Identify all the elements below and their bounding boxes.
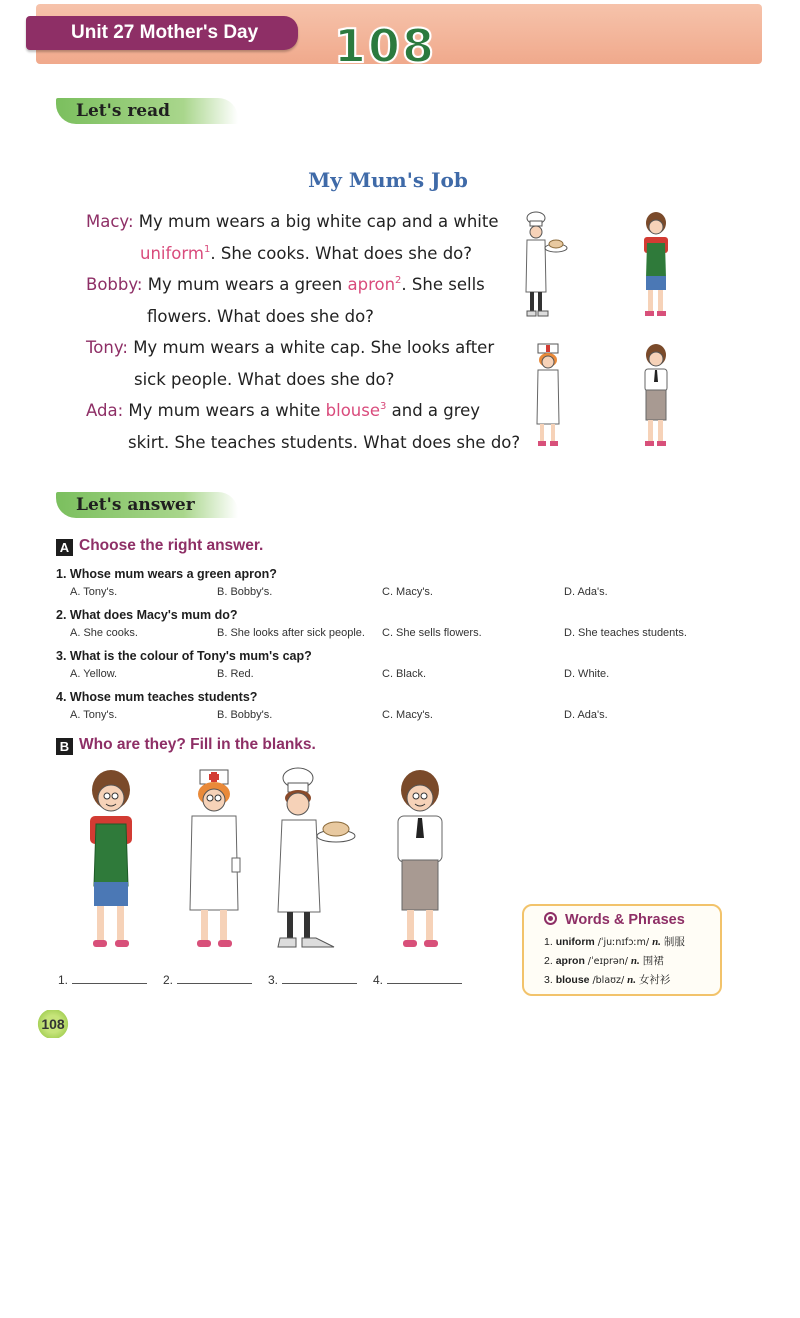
story-line bbox=[86, 427, 521, 459]
story-text-segment: My mum wears a white bbox=[123, 401, 326, 420]
blank-4[interactable] bbox=[373, 972, 462, 987]
unit-title: Unit 27 Mother's Day bbox=[26, 16, 298, 50]
speaker-macy: Macy: bbox=[86, 212, 134, 231]
part-a-instruction: Choose the right answer. bbox=[79, 537, 264, 554]
speaker-bobby: Bobby: bbox=[86, 275, 143, 294]
story-line bbox=[86, 301, 506, 333]
word-pos: n. bbox=[630, 955, 640, 967]
part-a-heading bbox=[56, 537, 263, 556]
story-text-segment: sick people. What does she do? bbox=[134, 369, 395, 389]
word-item bbox=[544, 971, 720, 990]
keyword-uniform: uniform bbox=[140, 243, 204, 263]
story-text-segment: . She cooks. What does she do? bbox=[210, 243, 473, 263]
option: C. Macy's. bbox=[382, 709, 433, 721]
word-num: 3. bbox=[544, 974, 553, 986]
story-text-segment: and a grey bbox=[386, 401, 481, 420]
page-number: 108 bbox=[37, 1010, 69, 1038]
word-pos: n. bbox=[652, 936, 661, 948]
target-icon bbox=[544, 912, 557, 925]
option: D. Ada's. bbox=[564, 709, 608, 721]
story-line bbox=[86, 332, 506, 364]
word-meaning: 围裙 bbox=[642, 955, 664, 967]
story-text-segment: flowers. What does she do? bbox=[147, 306, 374, 326]
word-ipa: /ˈjuːnɪfɔːm/ bbox=[597, 937, 650, 948]
option: B. She looks after sick people. bbox=[217, 627, 365, 639]
word-term: uniform bbox=[555, 936, 595, 948]
words-title-text: Words & Phrases bbox=[565, 912, 685, 928]
word-meaning: 女衬衫 bbox=[638, 974, 671, 986]
word-num: 2. bbox=[544, 955, 553, 967]
option: C. Macy's. bbox=[382, 586, 433, 598]
part-a-letter: A bbox=[56, 539, 73, 556]
word-term: apron bbox=[555, 955, 585, 967]
option: A. Tony's. bbox=[70, 709, 118, 721]
blank-2[interactable] bbox=[163, 972, 252, 987]
word-num: 1. bbox=[544, 936, 553, 948]
question-4: 4. Whose mum teaches students? bbox=[56, 690, 258, 704]
story-line bbox=[86, 364, 506, 396]
story-line bbox=[86, 269, 506, 301]
page-number-large: 108 bbox=[334, 19, 437, 73]
section-label-answer: Let's answer bbox=[56, 492, 238, 518]
story-text-segment: skirt. She teaches students. What does she do? bbox=[128, 432, 521, 452]
words-phrases-title bbox=[544, 912, 720, 928]
options-1 bbox=[56, 583, 756, 607]
part-b-heading bbox=[56, 736, 316, 755]
question-list bbox=[56, 566, 756, 730]
story-line bbox=[86, 206, 506, 238]
blank-number: 3. bbox=[268, 973, 279, 987]
blank-number: 1. bbox=[58, 973, 69, 987]
option: D. Ada's. bbox=[564, 586, 608, 598]
florist-figure-large bbox=[82, 768, 140, 950]
option: D. White. bbox=[564, 668, 610, 680]
teacher-figure-large bbox=[392, 768, 448, 950]
question-1: 1. Whose mum wears a green apron? bbox=[56, 567, 277, 581]
word-meaning: 制服 bbox=[663, 936, 685, 948]
question-2: 2. What does Macy's mum do? bbox=[56, 608, 238, 622]
option: D. She teaches students. bbox=[564, 627, 687, 639]
option: B. Red. bbox=[217, 668, 254, 680]
story-text-segment: My mum wears a big white cap and a white bbox=[133, 212, 499, 231]
blank-number: 2. bbox=[163, 973, 174, 987]
section-label-read: Let's read bbox=[56, 98, 238, 124]
blank-number: 4. bbox=[373, 973, 384, 987]
footnote-mark: 3 bbox=[380, 401, 387, 412]
nurse-figure-large bbox=[186, 768, 242, 950]
option: C. Black. bbox=[382, 668, 427, 680]
blank-line[interactable] bbox=[282, 972, 357, 984]
blank-line[interactable] bbox=[387, 972, 462, 984]
footnote-mark: 2 bbox=[395, 275, 402, 286]
options-3 bbox=[56, 665, 756, 689]
story-text-segment: . She sells bbox=[401, 275, 485, 294]
speaker-ada: Ada: bbox=[86, 401, 124, 420]
blank-line[interactable] bbox=[177, 972, 252, 984]
story-line bbox=[86, 395, 506, 427]
word-item bbox=[544, 933, 720, 952]
chef-figure-small bbox=[518, 210, 574, 320]
story-text-segment: My mum wears a white cap. She looks after bbox=[127, 338, 495, 357]
words-phrases-box bbox=[522, 904, 722, 996]
option: B. Bobby's. bbox=[217, 586, 273, 598]
question-3: 3. What is the colour of Tony's mum's cap? bbox=[56, 649, 312, 663]
story-text-segment: My mum wears a green bbox=[142, 275, 348, 294]
word-term: blouse bbox=[555, 974, 590, 986]
option: A. She cooks. bbox=[70, 627, 138, 639]
word-pos: n. bbox=[627, 974, 636, 986]
word-ipa: /ˈeɪprən/ bbox=[587, 956, 628, 967]
teacher-figure-small bbox=[636, 342, 676, 450]
part-b-instruction: Who are they? Fill in the blanks. bbox=[79, 736, 316, 753]
word-ipa: /blaʊz/ bbox=[592, 975, 625, 986]
keyword-apron: apron bbox=[347, 275, 396, 294]
options-4 bbox=[56, 706, 756, 730]
word-item bbox=[544, 952, 720, 971]
story-text bbox=[86, 206, 521, 458]
story-line bbox=[86, 238, 506, 270]
option: B. Bobby's. bbox=[217, 709, 273, 721]
chef-figure-large bbox=[276, 766, 358, 952]
option: A. Yellow. bbox=[70, 668, 118, 680]
story-title: My Mum's Job bbox=[308, 168, 468, 192]
florist-figure-small bbox=[636, 210, 676, 320]
blank-3[interactable] bbox=[268, 972, 357, 987]
option: A. Tony's. bbox=[70, 586, 118, 598]
options-2 bbox=[56, 624, 756, 648]
keyword-blouse: blouse bbox=[325, 401, 380, 420]
blank-1[interactable] bbox=[58, 972, 147, 987]
option: C. She sells flowers. bbox=[382, 627, 482, 639]
footnote-mark: 1 bbox=[203, 243, 211, 255]
part-b-letter: B bbox=[56, 738, 73, 755]
speaker-tony: Tony: bbox=[86, 338, 128, 357]
blank-line[interactable] bbox=[72, 972, 147, 984]
nurse-figure-small bbox=[528, 342, 568, 450]
